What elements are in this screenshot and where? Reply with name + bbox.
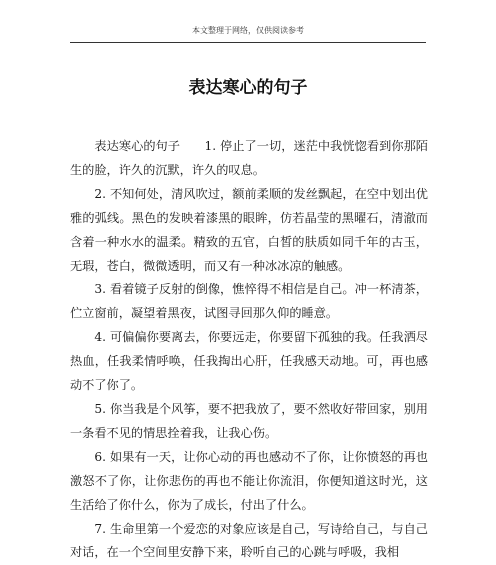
header-notice: 本文整理于网络，仅供阅读参考 [192,26,304,35]
paragraph: 5. 你当我是个风筝，要不把我放了，要不然收好带回家，别用一条看不见的情思拴着我，让我心伤。 [70,398,428,446]
paragraph: 6. 如果有一天，让你心动的再也感动不了你，让你愤怒的再也激怒不了你，让你悲伤的再也不能让你流泪，你便知道这时光，这生活给了你什么，你为了成长，付出了什么。 [70,446,428,518]
document-body [70,135,428,565]
paragraph: 4. 可偏偏你要离去，你要远走，你要留下孤独的我。任我洒尽热血，任我柔情呼唤，任我掏出心肝，任我感天动地。可，再也感动不了你了。 [70,326,428,398]
document-title: 表达寒心的句子 [0,76,496,100]
paragraph: 7. 生命里第一个爱恋的对象应该是自己，写诗给自己，与自己对话，在一个空间里安静下来，聆听自己的心跳与呼吸，我相 [70,518,428,565]
paragraph: 2. 不知何处，清风吹过，额前柔顺的发丝飘起，在空中划出优雅的弧线。黑色的发映着漆黑的眼眸，仿若晶莹的黑曜石，清澈而含着一种水水的温柔。精致的五官，白皙的肤质如同千年的古玉，无瑕，苍白，微微透明，而又有一种冰冰凉的触感。 [70,183,428,279]
page-header [70,22,426,43]
paragraph: 3. 看着镜子反射的倒像，憔悴得不相信是自己。冲一杯清茶，伫立窗前，凝望着黑夜，试图寻回那久仰的睡意。 [70,278,428,326]
paragraph: 表达寒心的句子 1. 停止了一切，迷茫中我恍惚看到你那陌生的脸，许久的沉默，许久的叹息。 [70,135,428,183]
